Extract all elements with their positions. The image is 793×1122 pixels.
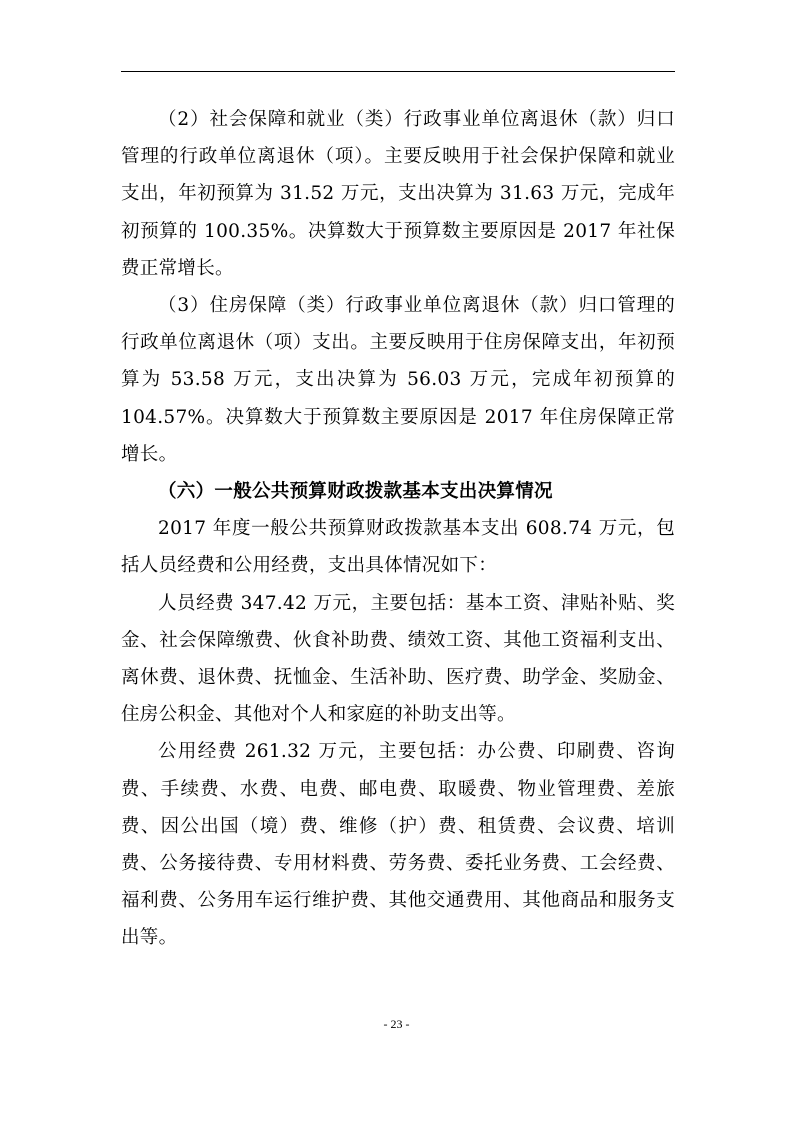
paragraph-basic-expenditure-intro: 2017 年度一般公共预算财政拨款基本支出 608.74 万元，包括人员经费和公用经费，支出具体情况如下： — [121, 518, 675, 577]
document-body — [121, 101, 675, 957]
header-rule — [121, 71, 675, 72]
page-number: - 23 - — [383, 1017, 410, 1031]
paragraph-personnel-expenses: 人员经费 347.42 万元，主要包括：基本工资、津贴补贴、奖金、社会保障缴费、伙食补助费、绩效工资、其他工资福利支出、离休费、退休费、抚恤金、生活补助、医疗费、助学金、奖励金、住房公积金、其他对个人和家庭的补助支出等。 — [121, 592, 675, 726]
section-heading: （六）一般公共预算财政拨款基本支出决算情况 — [158, 481, 553, 503]
paragraph-housing-security: （3）住房保障（类）行政事业单位离退休（款）归口管理的行政单位离退休（项）支出。主要反映用于住房保障支出，年初预算为 53.58 万元，支出决算为 56.03 万元，完成年初预算的 104.57%。决算数大于预算数主要原因是 2017 年住房保障正常增长。 — [121, 295, 675, 465]
paragraph-social-security: （2）社会保障和就业（类）行政事业单位离退休（款）归口管理的行政单位离退休（项）。主要反映用于社会保护保障和就业支出，年初预算为 31.52 万元，支出决算为 31.63 万元，完成年初预算的 100.35%。决算数大于预算数主要原因是 2017 年社保费正常增长。 — [121, 109, 675, 279]
paragraph-public-expenses: 公用经费 261.32 万元，主要包括：办公费、印刷费、咨询费、手续费、水费、电费、邮电费、取暖费、物业管理费、差旅费、因公出国（境）费、维修（护）费、租赁费、会议费、培训费、公务接待费、专用材料费、劳务费、委托业务费、工会经费、福利费、公务用车运行维护费、其他交通费用、其他商品和服务支出等。 — [121, 741, 675, 949]
